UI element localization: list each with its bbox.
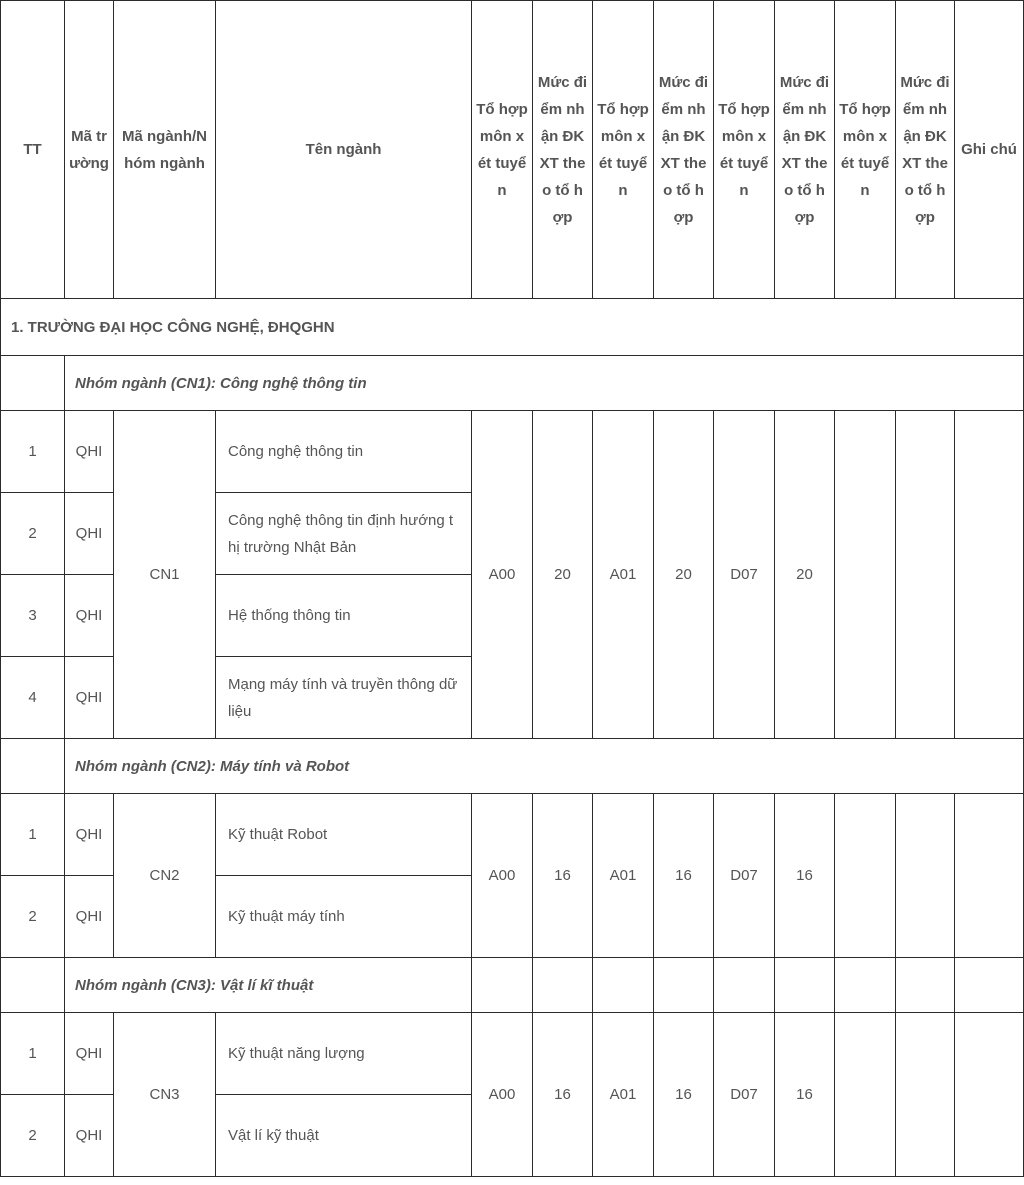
row-ten-nganh: Vật lí kỹ thuật xyxy=(216,1095,472,1177)
group-title: Nhóm ngành (CN3): Vật lí kĩ thuật xyxy=(65,958,472,1013)
group-diem-1: 20 xyxy=(533,411,593,739)
row-tt: 1 xyxy=(1,794,65,876)
group-to-hop-1: A00 xyxy=(472,411,533,739)
group-diem-2: 16 xyxy=(654,794,714,958)
group-diem-3: 20 xyxy=(775,411,835,739)
header-ma-truong: Mã trường xyxy=(65,1,114,299)
group-to-hop-1: A00 xyxy=(472,794,533,958)
group-ghi-chu xyxy=(955,1013,1024,1177)
row-ten-nganh: Kỹ thuật năng lượng xyxy=(216,1013,472,1095)
row-ma-truong: QHI xyxy=(65,1095,114,1177)
header-ten-nganh: Tên ngành xyxy=(216,1,472,299)
group-diem-4 xyxy=(896,411,955,739)
group-to-hop-3: D07 xyxy=(714,794,775,958)
group-row xyxy=(1,958,1024,1013)
section-title: 1. TRƯỜNG ĐẠI HỌC CÔNG NGHỆ, ĐHQGHN xyxy=(1,299,1024,356)
group-title: Nhóm ngành (CN1): Công nghệ thông tin xyxy=(65,356,1024,411)
row-ma-truong: QHI xyxy=(65,876,114,958)
row-ten-nganh: Kỹ thuật máy tính xyxy=(216,876,472,958)
row-tt: 4 xyxy=(1,657,65,739)
group-empty-cell xyxy=(472,958,533,1013)
header-row xyxy=(1,1,1024,299)
row-ma-truong: QHI xyxy=(65,411,114,493)
group-empty-cell xyxy=(654,958,714,1013)
group-empty-cell xyxy=(835,958,896,1013)
section-row xyxy=(1,299,1024,356)
row-ten-nganh: Công nghệ thông tin định hướng thị trường Nhật Bản xyxy=(216,493,472,575)
group-diem-4 xyxy=(896,794,955,958)
table-row xyxy=(1,411,1024,493)
group-diem-4 xyxy=(896,1013,955,1177)
header-muc-diem-3: Mức điểm nhận ĐKXT theo tổ hợp xyxy=(775,1,835,299)
header-to-hop-4: Tổ hợp môn xét tuyển xyxy=(835,1,896,299)
group-empty-cell xyxy=(775,958,835,1013)
group-title: Nhóm ngành (CN2): Máy tính và Robot xyxy=(65,739,1024,794)
group-to-hop-4 xyxy=(835,1013,896,1177)
group-diem-2: 16 xyxy=(654,1013,714,1177)
group-to-hop-1: A00 xyxy=(472,1013,533,1177)
header-tt: TT xyxy=(1,1,65,299)
group-empty-cell xyxy=(1,958,65,1013)
table-row xyxy=(1,1013,1024,1095)
group-diem-2: 20 xyxy=(654,411,714,739)
group-row xyxy=(1,739,1024,794)
group-diem-3: 16 xyxy=(775,1013,835,1177)
row-ma-truong: QHI xyxy=(65,657,114,739)
row-ma-truong: QHI xyxy=(65,794,114,876)
row-ma-truong: QHI xyxy=(65,493,114,575)
group-diem-1: 16 xyxy=(533,794,593,958)
row-tt: 3 xyxy=(1,575,65,657)
row-ma-truong: QHI xyxy=(65,575,114,657)
header-ghi-chu: Ghi chú xyxy=(955,1,1024,299)
group-to-hop-2: A01 xyxy=(593,794,654,958)
group-empty-cell xyxy=(714,958,775,1013)
row-tt: 1 xyxy=(1,411,65,493)
group-diem-3: 16 xyxy=(775,794,835,958)
group-code: CN2 xyxy=(114,794,216,958)
group-empty-cell xyxy=(533,958,593,1013)
row-tt: 2 xyxy=(1,876,65,958)
header-to-hop-2: Tổ hợp môn xét tuyển xyxy=(593,1,654,299)
group-row xyxy=(1,356,1024,411)
header-to-hop-1: Tổ hợp môn xét tuyển xyxy=(472,1,533,299)
header-to-hop-3: Tổ hợp môn xét tuyển xyxy=(714,1,775,299)
row-tt: 2 xyxy=(1,1095,65,1177)
group-empty-cell xyxy=(593,958,654,1013)
row-ten-nganh: Kỹ thuật Robot xyxy=(216,794,472,876)
group-to-hop-4 xyxy=(835,794,896,958)
row-ten-nganh: Hệ thống thông tin xyxy=(216,575,472,657)
group-to-hop-3: D07 xyxy=(714,1013,775,1177)
group-to-hop-4 xyxy=(835,411,896,739)
row-tt: 2 xyxy=(1,493,65,575)
group-to-hop-2: A01 xyxy=(593,1013,654,1177)
group-empty-cell xyxy=(1,356,65,411)
group-diem-1: 16 xyxy=(533,1013,593,1177)
group-empty-cell xyxy=(896,958,955,1013)
group-code: CN3 xyxy=(114,1013,216,1177)
header-ma-nganh: Mã ngành/Nhóm ngành xyxy=(114,1,216,299)
header-muc-diem-1: Mức điểm nhận ĐKXT theo tổ hợp xyxy=(533,1,593,299)
row-ma-truong: QHI xyxy=(65,1013,114,1095)
row-tt: 1 xyxy=(1,1013,65,1095)
table-row xyxy=(1,794,1024,876)
row-ten-nganh: Mạng máy tính và truyền thông dữ liệu xyxy=(216,657,472,739)
header-muc-diem-2: Mức điểm nhận ĐKXT theo tổ hợp xyxy=(654,1,714,299)
row-ten-nganh: Công nghệ thông tin xyxy=(216,411,472,493)
group-to-hop-3: D07 xyxy=(714,411,775,739)
header-muc-diem-4: Mức điểm nhận ĐKXT theo tổ hợp xyxy=(896,1,955,299)
group-empty-cell xyxy=(955,958,1024,1013)
group-ghi-chu xyxy=(955,794,1024,958)
group-to-hop-2: A01 xyxy=(593,411,654,739)
group-code: CN1 xyxy=(114,411,216,739)
group-ghi-chu xyxy=(955,411,1024,739)
group-empty-cell xyxy=(1,739,65,794)
